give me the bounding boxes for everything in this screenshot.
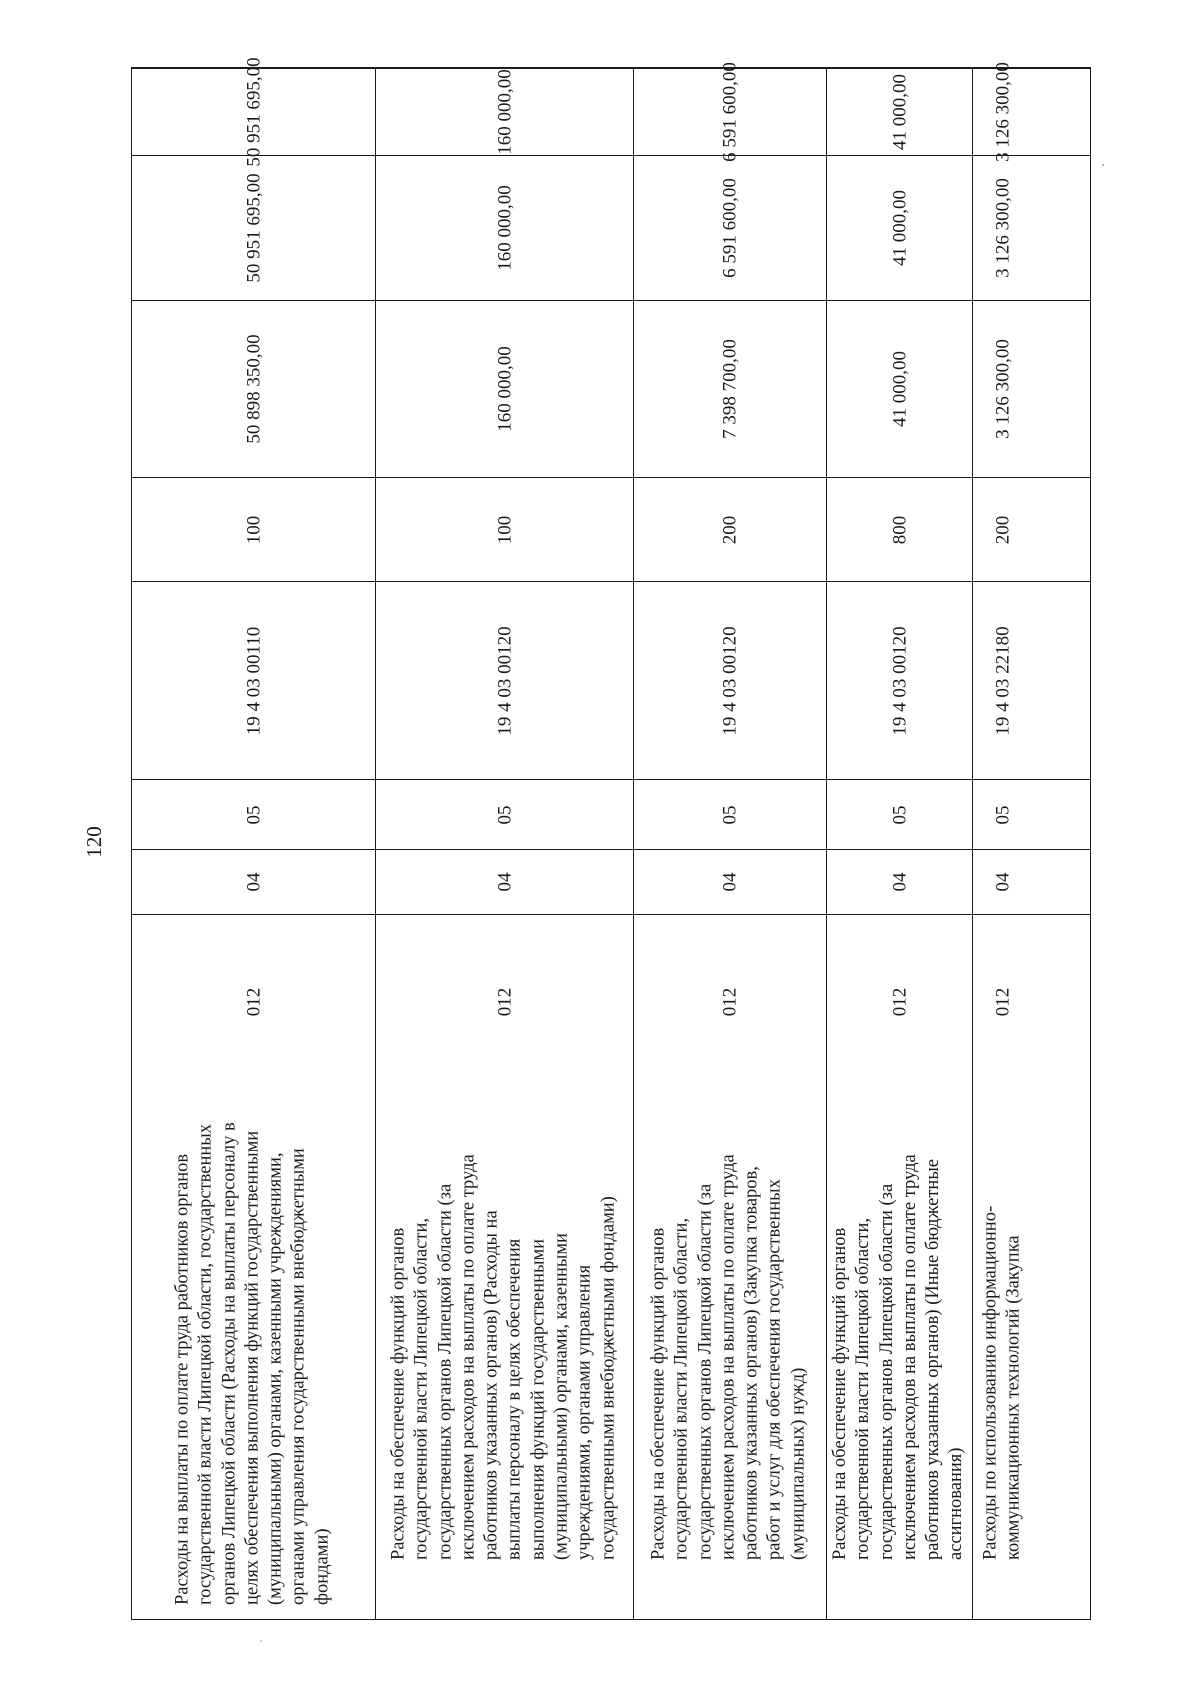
sum-year3: 160 000,00 <box>494 69 515 155</box>
section-cell <box>827 849 972 914</box>
target-article-cell <box>827 581 972 779</box>
section-code: 04 <box>243 872 264 892</box>
sum-year2-cell <box>132 155 375 300</box>
sum-year1-cell <box>634 300 826 477</box>
admin-code: 012 <box>243 987 264 1017</box>
sum-year1: 3 126 300,00 <box>992 339 1014 439</box>
table-row <box>633 62 826 1619</box>
description-cell <box>132 1089 375 1621</box>
expense-type: 200 <box>719 515 741 544</box>
expense-type-cell <box>376 477 633 581</box>
target-article: 19 4 03 00120 <box>719 625 741 736</box>
table-row <box>132 57 375 1619</box>
sum-year2-cell <box>973 155 1090 300</box>
sum-year2: 41 000,00 <box>889 190 910 266</box>
sum-year1-cell <box>827 300 972 477</box>
subsection-cell <box>973 779 1090 849</box>
subsection-code: 05 <box>719 805 741 824</box>
section-cell <box>634 849 826 914</box>
subsection-cell <box>132 779 375 849</box>
section-cell <box>132 849 375 914</box>
expense-type-cell <box>132 477 375 581</box>
sum-year2: 50 951 695,00 <box>243 173 264 283</box>
table-row <box>826 68 972 1619</box>
expense-type: 200 <box>992 515 1014 544</box>
table-row <box>972 62 1090 1619</box>
subsection-cell <box>376 779 633 849</box>
target-article: 19 4 03 00110 <box>243 626 264 735</box>
page-number: 120 <box>82 826 106 858</box>
sum-year2: 3 126 300,00 <box>992 178 1014 278</box>
admin-code-cell <box>376 914 633 1089</box>
subsection-code: 05 <box>243 805 264 824</box>
sum-year3-cell <box>132 57 375 167</box>
admin-code-cell <box>973 914 1090 1089</box>
subsection-code: 05 <box>889 805 910 824</box>
scan-speck <box>1102 164 1104 166</box>
admin-code: 012 <box>889 987 910 1017</box>
admin-code-cell <box>634 914 826 1089</box>
sum-year3: 6 591 600,00 <box>719 62 741 162</box>
sum-year1-cell <box>973 300 1090 477</box>
row-description: Расходы на обеспечение функций органов государственной власти Липецкой области, государственных органов Липецкой области (за исключением расходов на выплаты по оплате труда работников указанных органов) (Иные бюджетные ассигнования) <box>830 1154 967 1560</box>
admin-code: 012 <box>719 987 741 1017</box>
sum-year2-cell <box>827 155 972 300</box>
subsection-code: 05 <box>494 805 515 824</box>
sum-year1-cell <box>132 300 375 477</box>
section-code: 04 <box>889 872 910 892</box>
admin-code: 012 <box>494 987 515 1017</box>
subsection-cell <box>827 779 972 849</box>
target-article: 19 4 03 00120 <box>494 625 515 736</box>
row-description: Расходы по использованию информационно-коммуникационных технологий (Закупка <box>980 1205 1024 1560</box>
sum-year1-cell <box>376 300 633 477</box>
expense-type-cell <box>973 477 1090 581</box>
description-cell <box>827 1089 972 1621</box>
admin-code-cell <box>132 914 375 1089</box>
sum-year3-cell <box>634 62 826 162</box>
sum-year3: 3 126 300,00 <box>992 62 1014 162</box>
sum-year1: 160 000,00 <box>494 346 515 432</box>
expense-type: 100 <box>494 515 515 544</box>
table-row <box>375 68 633 1619</box>
target-article: 19 4 03 00120 <box>889 625 910 736</box>
section-cell <box>376 849 633 914</box>
sum-year3: 50 951 695,00 <box>243 57 264 167</box>
row-description: Расходы на выплаты по оплате труда работников органов государственной власти Липецкой области, государственных органов Липецкой области (Расходы на выплаты персоналу в целях обеспечения выполнения функций государственными (муниципальными) органами, казенными учреждениями, органами управления государственными внебюджетными фондами) <box>172 1122 333 1605</box>
sum-year3-cell <box>376 68 633 155</box>
subsection-cell <box>634 779 826 849</box>
sum-year3: 41 000,00 <box>889 74 910 150</box>
row-description: Расходы на обеспечение функций органов государственной власти Липецкой области, государственных органов Липецкой области (за исключением расходов на выплаты по оплате труда работников указанных органов) (Расходы на выплаты персоналу в целях обеспечения выполнения функций государственными (муниципальными) органами, казенными учреждениями, органами управления государственными внебюджетными фондами) <box>388 1154 619 1560</box>
target-article-cell <box>973 581 1090 779</box>
target-article-cell <box>634 581 826 779</box>
scan-speck <box>260 1640 262 1642</box>
sum-year2: 160 000,00 <box>494 185 515 271</box>
description-cell <box>376 1089 633 1621</box>
expense-type: 100 <box>243 515 264 544</box>
expense-type: 800 <box>889 515 910 544</box>
description-cell <box>634 1089 826 1621</box>
expense-type-cell <box>827 477 972 581</box>
sum-year3-cell <box>973 62 1090 162</box>
sum-year2: 6 591 600,00 <box>719 178 741 278</box>
admin-code: 012 <box>992 987 1014 1017</box>
section-cell <box>973 849 1090 914</box>
section-code: 04 <box>494 872 515 892</box>
target-article: 19 4 03 22180 <box>992 625 1014 736</box>
target-article-cell <box>376 581 633 779</box>
sum-year1: 50 898 350,00 <box>243 334 264 444</box>
section-code: 04 <box>719 872 741 892</box>
expense-type-cell <box>634 477 826 581</box>
sum-year2-cell <box>376 155 633 300</box>
sum-year1: 7 398 700,00 <box>719 339 741 439</box>
budget-table <box>131 57 1091 1620</box>
section-code: 04 <box>992 872 1014 892</box>
admin-code-cell <box>827 914 972 1089</box>
sum-year2-cell <box>634 155 826 300</box>
sum-year3-cell <box>827 68 972 155</box>
target-article-cell <box>132 581 375 779</box>
description-cell <box>973 1089 1090 1621</box>
subsection-code: 05 <box>992 805 1014 824</box>
sum-year1: 41 000,00 <box>889 351 910 427</box>
row-description: Расходы на обеспечение функций органов государственной власти Липецкой области, государственных органов Липецкой области (за исключением расходов на выплаты по оплате труда работников указанных органов) (Закупка товаров, работ и услуг для обеспечения государственных (муниципальных) нужд) <box>648 1154 809 1560</box>
